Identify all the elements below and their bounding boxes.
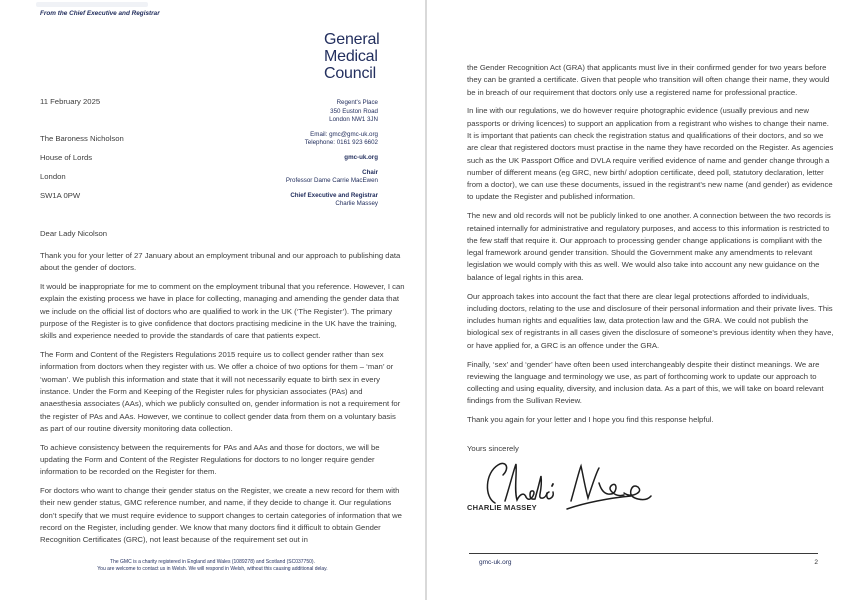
gmc-logo: [324, 31, 380, 82]
recipient-line: The Baroness Nicholson: [40, 134, 124, 143]
salutation: Dear Lady Nicolson: [40, 229, 108, 238]
address-line: London NW1 3JN: [329, 116, 378, 124]
paragraph: The new and old records will not be publicly linked to one another. A connection between the two records is retained internally for administrative and regulatory purposes, and access to this information is restricted to the few staff that require it. Our approach to processing gender change applications is compliant with the legal framework around gender transition. Should the Government make any amendments to relevant legislation we would comply with this as well. We would also take into account any new guidance on the balance of legal rights in this area.: [467, 211, 831, 282]
paragraph: For doctors who want to change their gender status on the Register, we create a new record for them with their new gender status, GMC reference number, and name, if they decide to change it. Our regulations don’t specify that we must require evidence to support changes to certain categories of information that we record on the Register, including gender. We know that many doctors find it difficult to obtain Gender Recognition Certificates (GRC), not least because of the requirement set out in: [40, 486, 402, 545]
ceo-name: Charlie Massey: [335, 200, 378, 208]
paragraph: Thank you for your letter of 27 January about an employment tribunal and our approach to publishing data about the gender of doctors.: [40, 251, 401, 273]
letter-page-2: [427, 0, 851, 600]
letter-date: 11 February 2025: [40, 97, 101, 106]
letter-body-page1: [40, 228, 406, 553]
gmc-logo-line: Medical: [324, 48, 378, 65]
paragraph: Our approach takes into account the fact that there are clear legal protections afforded to individuals, including doctors, relating to the use and disclosure of their personal information and their private lives. This includes human rights and equalities law, data protection law and the GRA. We could not publish the biological sex of registrants in all cases given the disclosure of someone’s previous identity when they have, or have applied for, a GRC is an offence under the GRA.: [467, 291, 834, 350]
page-footer: [469, 553, 818, 566]
recipient-line: SW1A 0PW: [40, 191, 81, 200]
charity-footer: [0, 559, 425, 572]
website-line: gmc-uk.org: [344, 153, 378, 161]
charity-footer-line: You are welcome to contact us in Welsh. We will respond in Welsh, without this causing additional delay.: [97, 565, 328, 572]
signature-image: [479, 459, 659, 511]
scan-artifact: [36, 2, 148, 7]
recipient-address: [40, 134, 124, 210]
signature-area: [467, 457, 835, 509]
footer-website: gmc-uk.org: [479, 559, 512, 566]
page-number: 2: [814, 559, 818, 566]
chair-name: Professor Dame Carrie MacEwen: [285, 177, 378, 185]
paragraph: The Form and Content of the Registers Regulations 2015 require us to collect gender rather than sex information from doctors when they register with us. We offer a choice of two options for them – ‘man’ or ‘woman’. We publish this information and state that it will not necessarily equate to birth sex in every instance. Under the Form and Keeping of the Register rules for physician associates (PAs) and anaesthesia associates (AAs), which we publicly consulted on, gender information is not a requirement for the register of PAs and AAs. However, we continue to collect gender data from them on a voluntary basis as part of our routine diversity monitoring data collection.: [40, 350, 401, 433]
paragraph: To achieve consistency between the requirements for PAs and AAs and those for doctors, we will be updating the Form and Content of the Register Regulations for doctors to no longer require gender information to be recorded on the Register for them.: [40, 442, 380, 477]
paragraph: the Gender Recognition Act (GRA) that applicants must live in their confirmed gender for two years before they can be granted a certificate. Given that people who transition will often change their name, they would be in breach of our requirement that doctors only use a registered name for professional practice.: [467, 63, 830, 97]
email-line: Email: gmc@gmc-uk.org: [310, 130, 378, 138]
from-line: From the Chief Executive and Registrar: [40, 10, 160, 17]
charity-footer-line: The GMC is a charity registered in England and Wales (1089278) and Scotland (SC037750).: [110, 559, 315, 565]
paragraph: Finally, ‘sex’ and ‘gender’ have often been used interchangeably despite their distinct meanings. We are reviewing the language and terminology we use, as part of forthcoming work to update our approach to collecting and using equality, diversity, and inclusion data. As a part of this, we will take on board relevant findings from the Sullivan Review.: [467, 359, 824, 406]
address-line: 350 Euston Road: [330, 107, 378, 115]
paragraph: Thank you again for your letter and I hope you find this response helpful.: [467, 415, 714, 425]
paragraph: In line with our regulations, we do however require photographic evidence (usually previous and new passports or driving licences) to support an application from a registrant who wishes to change their name. It is important that patients can check the registration status and qualifications of their doctors, and so we are clear that registered doctors must practise in the name they have recorded on the Register. As agencies such as the UK Passport Office and DVLA require verified evidence of name and gender change through a number of different means (eg GRC, new birth/ adoption certificate, deed poll, statutory declaration, letter from a doctor), we can use these documents, issued in the registrant’s new name (and gender) as evidence to update the Register and published information.: [467, 106, 834, 202]
signatory-name: CHARLIE MASSEY: [467, 502, 537, 512]
chair-label: Chair: [362, 168, 378, 176]
letterhead-contact-block: [286, 99, 378, 209]
gmc-logo-line: General: [324, 31, 380, 48]
gmc-logo-line: Council: [324, 65, 376, 82]
paragraph: It would be inappropriate for me to comment on the employment tribunal that you reference. However, I can explain the existing process we have in place for collecting, managing and amending the gender data that we include on the official list of doctors who are qualified to work in the UK (‘The Register’). The primary purpose of the Register is to give confidence that doctors practising medicine in the UK have the training, skills and experience needed to provide the standards of care that patients expect.: [40, 282, 405, 341]
telephone-line: Telephone: 0161 923 6602: [304, 139, 378, 147]
ceo-label: Chief Executive and Registrar: [290, 191, 378, 199]
letter-body-page2: [467, 62, 835, 512]
recipient-line: House of Lords: [40, 153, 93, 162]
letter-page-1: [0, 0, 425, 600]
closing: Yours sincerely: [467, 443, 519, 453]
recipient-line: London: [40, 172, 66, 181]
address-line: Regent's Place: [336, 99, 378, 106]
